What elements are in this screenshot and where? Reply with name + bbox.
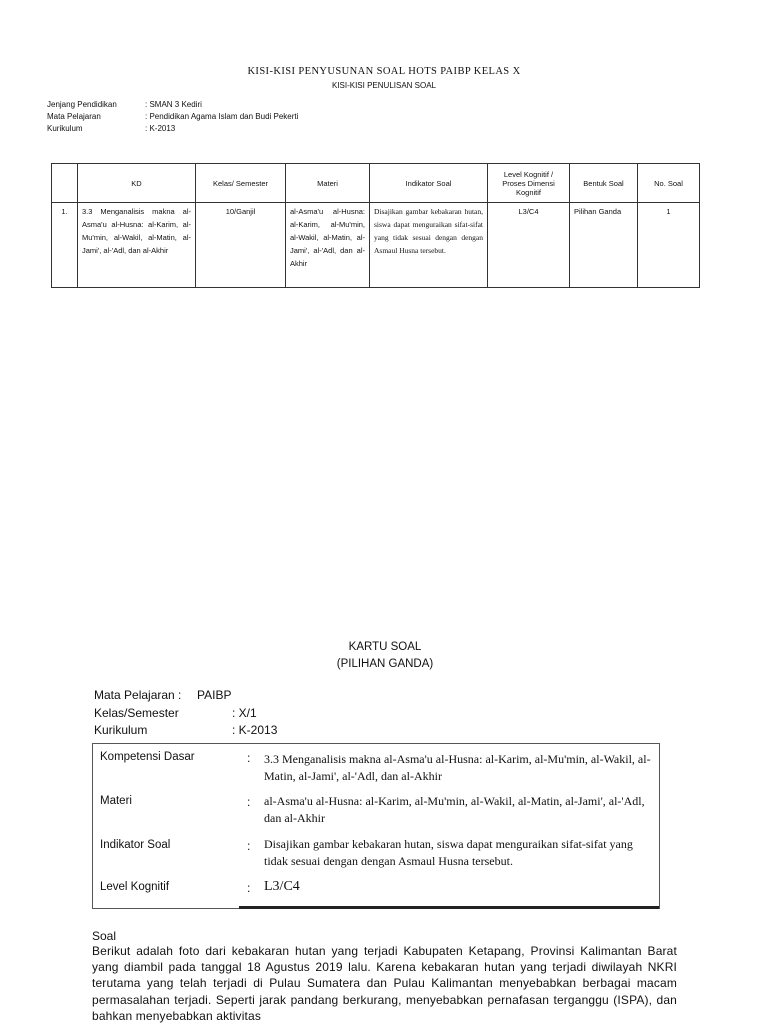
materi-label: Materi [100, 795, 132, 807]
kisi-kisi-table [51, 163, 700, 288]
card-title-line1: KARTU SOAL [348, 641, 422, 653]
cell-no: 1. [52, 203, 78, 288]
kd-label: Kompetensi Dasar [100, 751, 195, 763]
level-value: L3/C4 [264, 879, 300, 894]
kd-value: 3.3 Menganalisis makna al-Asma'u al-Husna: al-Karim, al-Mu'min, al-Wakil, al-Matin, al-Jami', al-'Adl, dan al-Akhir [264, 752, 651, 783]
document-title: KISI-KISI PENYUSUNAN SOAL HOTS PAIBP KELAS X [247, 66, 521, 77]
card-title [0, 639, 768, 673]
cell-materi: al-Asma'u al-Husna: al-Karim, al-Mu'min, al-Wakil, al-Matin, al-Jami', al-'Adl, dan al-Akhir [286, 203, 370, 288]
meta-label: Kurikulum [47, 124, 83, 133]
kd-colon: : [247, 751, 251, 765]
cell-kd: 3.3 Menganalisis makna al-Asma'u al-Husna: al-Karim, al-Mu'min, al-Wakil, al-Matin, al-Jami', al-'Adl, dan al-Akhir [78, 203, 196, 288]
mapel-label: Mata Pelajaran : [94, 688, 182, 702]
indikator-value: Disajikan gambar kebakaran hutan, siswa dapat menguraikan sifat-sifat yang tidak sesuai dengan dengan Asmaul Husna tersebut. [264, 837, 633, 868]
level-colon: : [247, 881, 251, 895]
materi-value: al-Asma'u al-Husna: al-Karim, al-Mu'min, al-Wakil, al-Matin, al-Jami', al-'Adl, dan al-Akhir [264, 794, 645, 825]
mapel-value: PAIBP [197, 688, 232, 702]
box-bottom-rule [239, 906, 659, 909]
table-header-row [52, 164, 700, 203]
kelas-value: : X/1 [232, 706, 257, 720]
card-title-line2: (PILIHAN GANDA) [336, 658, 434, 670]
header-bentuk-soal: Bentuk Soal [570, 164, 638, 203]
kelas-label: Kelas/Semester [94, 706, 179, 720]
kurikulum-label: Kurikulum [94, 723, 148, 737]
header-kelas-semester: Kelas/ Semester [196, 164, 286, 203]
meta-label: Jenjang Pendidikan [47, 100, 117, 109]
indikator-colon: : [247, 839, 251, 853]
cell-level-kognitif: L3/C4 [488, 203, 570, 288]
cell-kelas-semester: 10/Ganjil [196, 203, 286, 288]
level-label: Level Kognitif [100, 881, 170, 893]
indikator-label: Indikator Soal [100, 839, 171, 851]
meta-value: : SMAN 3 Kediri [145, 100, 202, 109]
header-level-kognitif: Level Kognitif / Proses Dimensi Kognitif [488, 164, 570, 203]
meta-label: Mata Pelajaran [47, 112, 101, 121]
meta-value: : K-2013 [145, 124, 176, 133]
cell-indikator: Disajikan gambar kebakaran hutan, siswa dapat menguraikan sifat-sifat yang tidak sesuai dengan dengan Asmaul Husna tersebut. [370, 203, 488, 288]
header-no [52, 164, 78, 203]
table-row [52, 203, 700, 288]
card-detail-box [92, 743, 660, 909]
cell-bentuk-soal: Pilihan Ganda [570, 203, 638, 288]
header-materi: Materi [286, 164, 370, 203]
header-indikator: Indikator Soal [370, 164, 488, 203]
kurikulum-value: : K-2013 [232, 723, 278, 737]
soal-label: Soal [92, 929, 117, 943]
header-no-soal: No. Soal [638, 164, 700, 203]
meta-value: : Pendidikan Agama Islam dan Budi Pekerti [145, 112, 299, 121]
header-kd: KD [78, 164, 196, 203]
materi-colon: : [247, 795, 251, 809]
document-subtitle: KISI-KISI PENULISAN SOAL [331, 81, 437, 90]
soal-text: Berikut adalah foto dari kebakaran hutan yang terjadi Kabupaten Ketapang, Provinsi Kalimantan Barat yang diambil pada tanggal 18 Agustus 2019 lalu. Karena kebakaran hutan yang terjadi diwilayah NKRI terutama yang telah terjadi di Pulau Sumatera dan Pulau Kalimantan menyebabkan berbagai macam permasalahan terjadi. Seperti jarak pandang berkurang, menyebabkan pernafasan terganggu (ISPA), dan bahkan menyebabkan aktivitas [92, 944, 677, 1023]
cell-no-soal: 1 [638, 203, 700, 288]
